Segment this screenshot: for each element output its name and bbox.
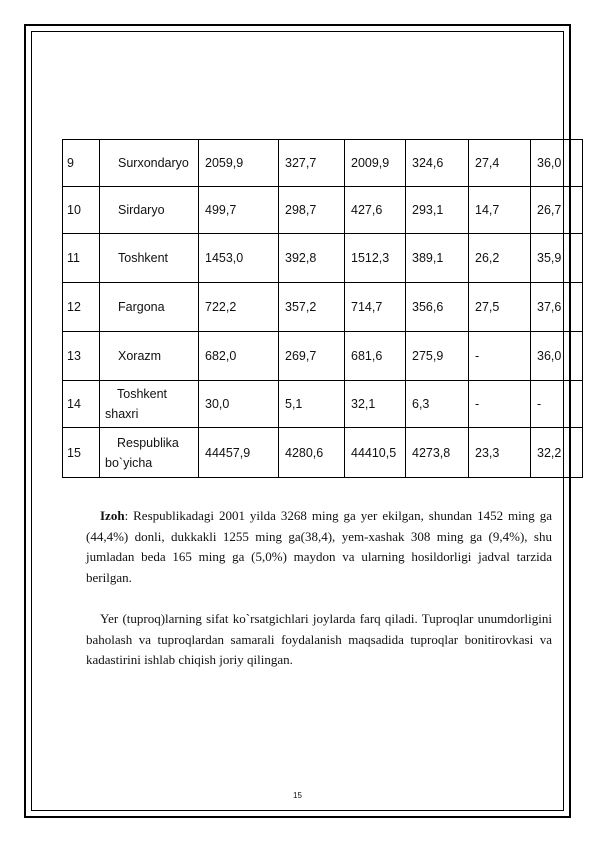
row-number: 10 [63,187,100,234]
cell-5: 23,3 [469,428,531,478]
row-number: 9 [63,140,100,187]
cell-4: 293,1 [406,187,469,234]
cell-3: 681,6 [345,332,406,381]
cell-3: 427,6 [345,187,406,234]
cell-3: 1512,3 [345,234,406,283]
regions-table [62,139,583,478]
region-name: Toshkent shaxri [100,381,199,428]
cell-5: 27,5 [469,283,531,332]
cell-4: 6,3 [406,381,469,428]
table-row [63,234,583,283]
cell-2: 298,7 [279,187,345,234]
body-text: Yer (tuproq)larning sifat ko`rsatgichlari joylarda farq qiladi. Tuproqlar unumdorligini baholash va tuproqlardan samarali foydalanish maqsadida tuproqlar bonitirovkasi va kadastirini ishlab chiqish joriy qilingan. [86,611,552,667]
cell-1: 1453,0 [199,234,279,283]
cell-1: 682,0 [199,332,279,381]
cell-4: 324,6 [406,140,469,187]
cell-2: 357,2 [279,283,345,332]
body-paragraph [86,609,552,671]
table-row [63,332,583,381]
cell-4: 275,9 [406,332,469,381]
cell-5: 27,4 [469,140,531,187]
region-name: Surxondaryo [100,140,199,187]
region-name: Xorazm [100,332,199,381]
cell-2: 327,7 [279,140,345,187]
row-number: 15 [63,428,100,478]
cell-5: - [469,381,531,428]
cell-2: 4280,6 [279,428,345,478]
cell-5: - [469,332,531,381]
cell-6: 32,2 [531,428,583,478]
cell-1: 30,0 [199,381,279,428]
region-name: Fargona [100,283,199,332]
region-name: Sirdaryo [100,187,199,234]
cell-1: 2059,9 [199,140,279,187]
cell-4: 356,6 [406,283,469,332]
cell-6: 36,0 [531,140,583,187]
cell-6: 35,9 [531,234,583,283]
cell-4: 389,1 [406,234,469,283]
cell-5: 26,2 [469,234,531,283]
cell-2: 269,7 [279,332,345,381]
cell-2: 392,8 [279,234,345,283]
cell-3: 2009,9 [345,140,406,187]
cell-5: 14,7 [469,187,531,234]
cell-3: 32,1 [345,381,406,428]
cell-6: - [531,381,583,428]
region-name: Toshkent [100,234,199,283]
cell-2: 5,1 [279,381,345,428]
note-label: Izoh [100,508,125,523]
cell-6: 36,0 [531,332,583,381]
cell-1: 499,7 [199,187,279,234]
row-number: 14 [63,381,100,428]
table-row [63,381,583,428]
region-name: Respublika bo`yicha [100,428,199,478]
cell-1: 44457,9 [199,428,279,478]
cell-3: 714,7 [345,283,406,332]
row-number: 11 [63,234,100,283]
cell-3: 44410,5 [345,428,406,478]
note-text: : Respublikadagi 2001 yilda 3268 ming ga yer ekilgan, shundan 1452 ming ga (44,4%) donli, dukkakli 1255 ming ga(38,4), yem-xashak 308 ming ga (9,4%), shu jumladan beda 165 ming ga (5,0%) maydon va ularning hosildorligi jadval tarzida berilgan. [86,508,552,585]
cell-6: 26,7 [531,187,583,234]
table-row [63,428,583,478]
row-number: 13 [63,332,100,381]
table-row [63,140,583,187]
table-row [63,187,583,234]
page-number: 15 [293,791,302,800]
cell-6: 37,6 [531,283,583,332]
row-number: 12 [63,283,100,332]
cell-4: 4273,8 [406,428,469,478]
table-row [63,283,583,332]
note-paragraph [86,506,552,588]
cell-1: 722,2 [199,283,279,332]
